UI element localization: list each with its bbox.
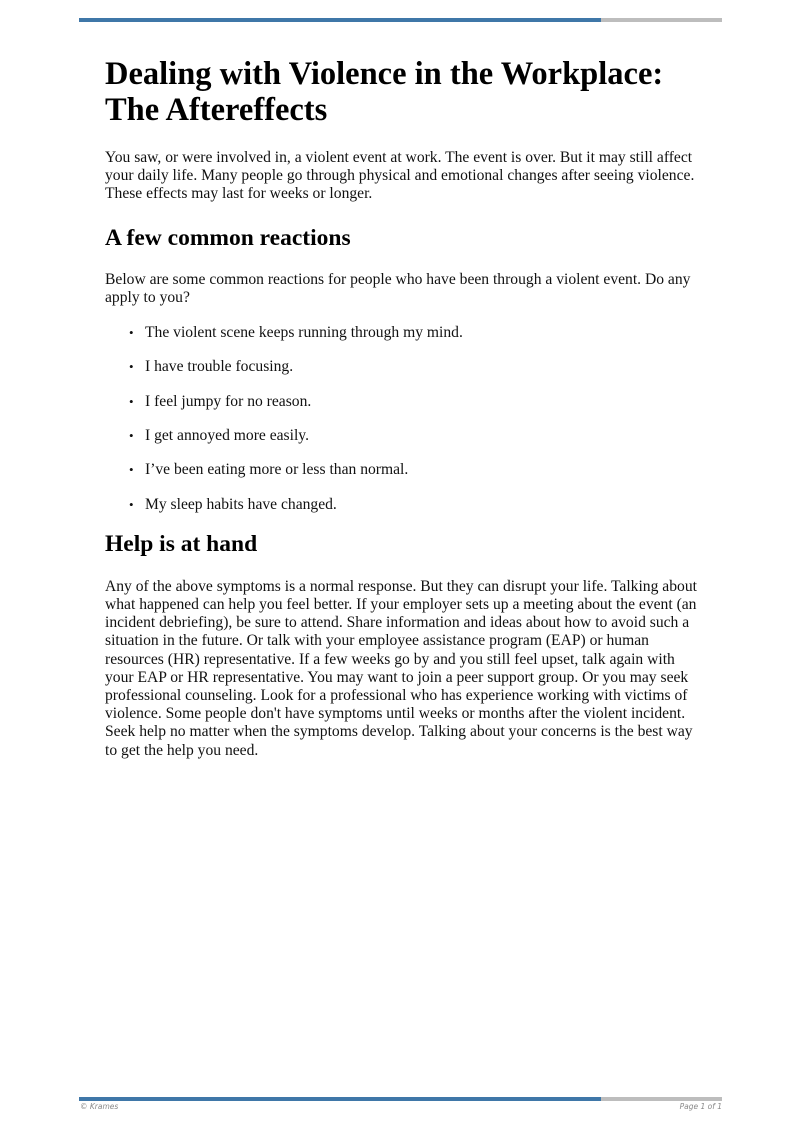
footer-rule <box>79 1097 722 1101</box>
document-body <box>105 56 705 760</box>
list-item <box>129 461 705 479</box>
list-item-text: My sleep habits have changed. <box>145 495 337 513</box>
list-item <box>129 426 705 445</box>
list-item-text: I get annoyed more easily. <box>145 426 309 444</box>
help-at-hand-paragraph: Any of the above symptoms is a normal response. But they can disrupt your life. Talking about what happened can help you feel better. If your employer sets up a meeting about the event (an incident debriefing), be sure to attend. Share information and ideas about how to avoid such a situation in the future. Or talk with your employee assistance program (EAP) or human resources (HR) representative. If a few weeks go by and you still feel upset, talk again with your EAP or HR representative. You may want to join a peer support group. Or you may seek professional counseling. Look for a professional who has experience working with victims of violence. Some people don't have symptoms until weeks or months after the violent incident. Seek help no matter when the symptoms develop. Talking about your concerns is the best way to get the help you need. <box>105 577 697 759</box>
list-item-text: I feel jumpy for no reason. <box>145 392 312 410</box>
list-item-text: I’ve been eating more or less than normal. <box>145 461 409 479</box>
header-rule-gray <box>601 18 722 22</box>
section-heading-common-reactions: A few common reactions <box>105 224 351 251</box>
intro-paragraph: You saw, or were involved in, a violent event at work. The event is over. But it may still affect your daily life. Many people go through physical and emotional changes after seeing violence. These effects may last for weeks or longer. <box>105 149 695 203</box>
footer-rule-gray <box>601 1097 722 1101</box>
list-item <box>129 392 705 411</box>
header-rule <box>79 18 722 22</box>
copyright-text: © Krames <box>80 1102 119 1111</box>
list-item <box>129 324 705 342</box>
bullet-icon: • <box>129 496 134 512</box>
header-rule-accent <box>79 18 601 22</box>
bullet-icon: • <box>129 462 134 478</box>
list-item-text: I have trouble focusing. <box>145 358 294 376</box>
bullet-icon: • <box>129 325 134 341</box>
bullet-icon: • <box>129 427 134 443</box>
page-title: Dealing with Violence in the Workplace: The Aftereffects <box>105 56 664 128</box>
list-item <box>129 358 705 376</box>
reactions-list <box>105 324 705 514</box>
bullet-icon: • <box>129 359 134 375</box>
common-reactions-paragraph: Below are some common reactions for people who have been through a violent event. Do any apply to you? <box>105 270 691 306</box>
bullet-icon: • <box>129 393 134 409</box>
section-heading-help-at-hand: Help is at hand <box>105 530 258 557</box>
list-item-text: The violent scene keeps running through my mind. <box>145 324 463 342</box>
page-indicator: Page 1 of 1 <box>679 1102 722 1111</box>
footer-rule-accent <box>79 1097 601 1101</box>
list-item <box>129 495 705 514</box>
